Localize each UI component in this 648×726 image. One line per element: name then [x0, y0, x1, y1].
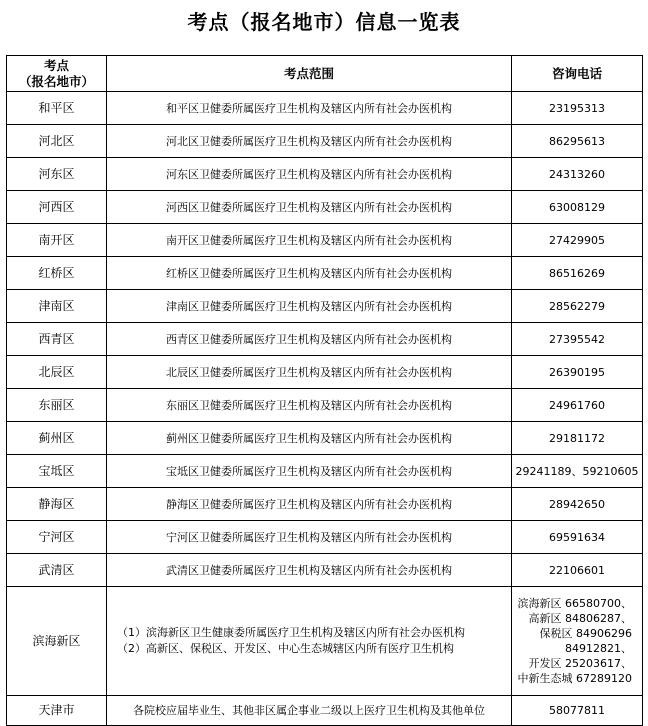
- phone-cell: 86516269: [512, 257, 643, 290]
- scope-cell: 津南区卫健委所属医疗卫生机构及辖区内所有社会办医机构: [107, 290, 512, 323]
- phone-cell-binhai: [512, 587, 643, 696]
- scope-cell: 西青区卫健委所属医疗卫生机构及辖区内所有社会办医机构: [107, 323, 512, 356]
- phone-line: 开发区 25203617、: [528, 657, 632, 670]
- scope-cell-binhai: [107, 587, 512, 696]
- site-cell-binhai: 滨海新区: [7, 587, 107, 696]
- table-row: [7, 125, 643, 158]
- scope-line: （2）高新区、保税区、开发区、中心生态城辖区内所有医疗卫生机构: [117, 642, 454, 655]
- phone-cell: 69591634: [512, 521, 643, 554]
- phone-cell-tianjin: 58077811: [512, 696, 643, 726]
- site-cell: 武清区: [7, 554, 107, 587]
- site-cell: 宁河区: [7, 521, 107, 554]
- site-cell: 津南区: [7, 290, 107, 323]
- site-cell-tianjin: 天津市: [7, 696, 107, 726]
- scope-cell: 南开区卫健委所属医疗卫生机构及辖区内所有社会办医机构: [107, 224, 512, 257]
- header-phone: 咨询电话: [512, 56, 643, 92]
- phone-line: 高新区 84806287、: [528, 612, 632, 625]
- table-row: [7, 92, 643, 125]
- table-row: [7, 356, 643, 389]
- table-row-tianjin: [7, 696, 643, 726]
- scope-line: （1）滨海新区卫生健康委所属医疗卫生机构及辖区内所有社会办医机构: [117, 626, 465, 639]
- site-cell: 河北区: [7, 125, 107, 158]
- phone-cell: 23195313: [512, 92, 643, 125]
- phone-cell: 22106601: [512, 554, 643, 587]
- table-row: [7, 191, 643, 224]
- site-cell: 蓟州区: [7, 422, 107, 455]
- table-row: [7, 323, 643, 356]
- scope-cell: 红桥区卫健委所属医疗卫生机构及辖区内所有社会办医机构: [107, 257, 512, 290]
- scope-cell: 河东区卫健委所属医疗卫生机构及辖区内所有社会办医机构: [107, 158, 512, 191]
- table-row: [7, 224, 643, 257]
- site-cell: 东丽区: [7, 389, 107, 422]
- table-row: [7, 290, 643, 323]
- site-cell: 红桥区: [7, 257, 107, 290]
- table-row: [7, 422, 643, 455]
- scope-cell: 河西区卫健委所属医疗卫生机构及辖区内所有社会办医机构: [107, 191, 512, 224]
- site-cell: 河西区: [7, 191, 107, 224]
- phone-cell: 27429905: [512, 224, 643, 257]
- scope-cell: 东丽区卫健委所属医疗卫生机构及辖区内所有社会办医机构: [107, 389, 512, 422]
- phone-line: 保税区 84906296: [539, 627, 632, 640]
- scope-cell: 宝坻区卫健委所属医疗卫生机构及辖区内所有社会办医机构: [107, 455, 512, 488]
- table-row: [7, 389, 643, 422]
- table-row: [7, 488, 643, 521]
- header-site: [7, 56, 107, 92]
- site-cell: 河东区: [7, 158, 107, 191]
- site-cell: 宝坻区: [7, 455, 107, 488]
- site-cell: 北辰区: [7, 356, 107, 389]
- phone-cell: 28562279: [512, 290, 643, 323]
- scope-cell: 宁河区卫健委所属医疗卫生机构及辖区内所有社会办医机构: [107, 521, 512, 554]
- phone-cell: 24961760: [512, 389, 643, 422]
- phone-cell: 63008129: [512, 191, 643, 224]
- scope-cell: 蓟州区卫健委所属医疗卫生机构及辖区内所有社会办医机构: [107, 422, 512, 455]
- scope-cell-tianjin: 各院校应届毕业生、其他非区属企事业二级以上医疗卫生机构及其他单位: [107, 696, 512, 726]
- site-cell: 南开区: [7, 224, 107, 257]
- table-row: [7, 158, 643, 191]
- phone-cell: 29241189、59210605: [512, 455, 643, 488]
- phone-line: 滨海新区 66580700、: [517, 597, 632, 610]
- phone-cell: 24313260: [512, 158, 643, 191]
- table-row: [7, 521, 643, 554]
- table-row-binhai: [7, 587, 643, 696]
- scope-cell: 河北区卫健委所属医疗卫生机构及辖区内所有社会办医机构: [107, 125, 512, 158]
- header-site-line2: （报名地市）: [18, 73, 94, 89]
- phone-cell: 29181172: [512, 422, 643, 455]
- scope-cell: 和平区卫健委所属医疗卫生机构及辖区内所有社会办医机构: [107, 92, 512, 125]
- table-row: [7, 554, 643, 587]
- scope-cell: 静海区卫健委所属医疗卫生机构及辖区内所有社会办医机构: [107, 488, 512, 521]
- site-cell: 和平区: [7, 92, 107, 125]
- phone-cell: 86295613: [512, 125, 643, 158]
- scope-cell: 北辰区卫健委所属医疗卫生机构及辖区内所有社会办医机构: [107, 356, 512, 389]
- page-title: 考点（报名地市）信息一览表: [187, 10, 461, 34]
- site-cell: 静海区: [7, 488, 107, 521]
- table-row: [7, 257, 643, 290]
- table-header-row: [7, 56, 643, 92]
- phone-line: 中新生态城 67289120: [517, 672, 632, 685]
- phone-cell: 26390195: [512, 356, 643, 389]
- exam-site-table: [6, 55, 643, 726]
- table-row: [7, 455, 643, 488]
- header-scope: 考点范围: [107, 56, 512, 92]
- phone-line: 84912821、: [565, 642, 632, 655]
- header-site-line1: 考点: [43, 57, 69, 73]
- phone-cell: 27395542: [512, 323, 643, 356]
- scope-cell: 武清区卫健委所属医疗卫生机构及辖区内所有社会办医机构: [107, 554, 512, 587]
- site-cell: 西青区: [7, 323, 107, 356]
- phone-cell: 28942650: [512, 488, 643, 521]
